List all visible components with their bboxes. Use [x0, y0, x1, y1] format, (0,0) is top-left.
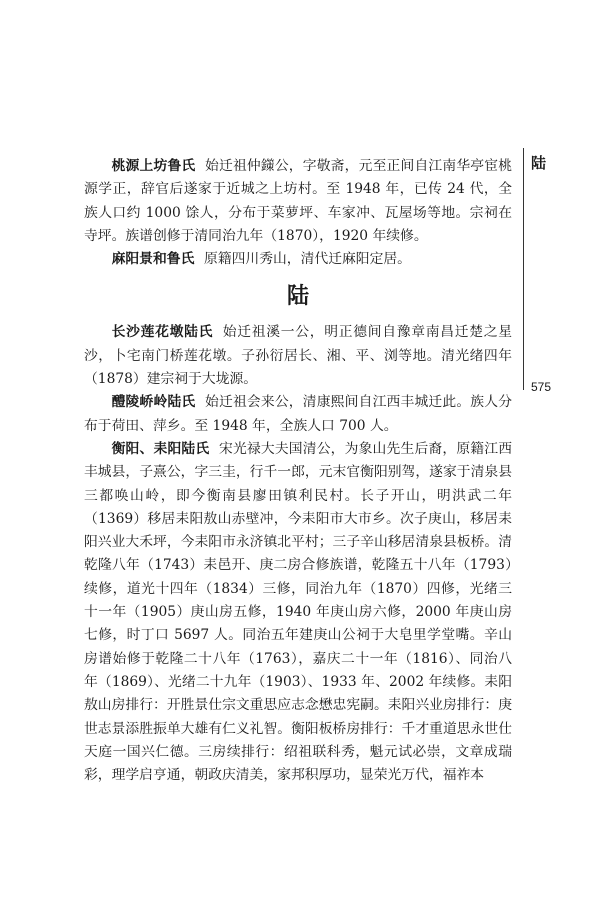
- section-heading: 陆: [286, 283, 309, 310]
- entry-mayang-lu: [84, 248, 512, 271]
- entry-changsha-lu: [84, 321, 512, 391]
- entry-liling-lu: [84, 391, 512, 438]
- page-number: 575: [531, 380, 552, 394]
- entry-title: 麻阳景和鲁氏: [111, 251, 195, 268]
- entry-taoyuan-lu: [84, 155, 512, 248]
- entry-title: 桃源上坊鲁氏: [111, 158, 196, 174]
- entry-text: 宋光禄大夫国清公，为象山先生后裔，原籍江西丰城县，子熹公，字三圭，行千一郎，元末官衡阳别驾，遂家于清泉县三都唤山岭，即今衡南县廖田镇利民村。长子开山，明洪武二年（1369）移居耒阳敖山赤壁冲，今耒阳市大市乡。次子庚山，移居耒阳兴业大禾坪，今耒阳市永济镇北平村；三子辛山移居清泉县板桥。清乾隆八年（1743）耒邑开、庚二房合修族谱，乾隆五十八年（1793）续修，道光十四年（1834）三修，同治九年（1870）四修，光绪三十一年（1905）庚山房五修，1940 年庚山房六修，2000 年庚山房七修，时丁口 5697 人。同治五年建庚山公祠于大皂里学堂嘴。辛山房谱始修于乾隆二十八年（1763），嘉庆二十一年（1816）、同治八年（1869）、光绪二十九年（1903）、1933 年、2002 年续修。耒阳敖山房排行：开胜景仕宗文重思应志念懋忠宪嗣。耒阳兴业房排行：庚世志景添胜振单大雄有仁义礼智。衡阳板桥房排行：千才重道思永世仕天庭一国兴仁德。三房续排行：绍祖联科秀，魁元试必崇，文章成瑞彩，理学启亨通，朝政庆清美，家邦积厚功，显荣光万代，福祚本: [84, 440, 513, 784]
- entry-text: 始迁祖溪一公，明正德间自豫章南昌迁楚之星沙，卜宅南门桥莲花墩。子孙衍居长、湘、平、浏等地。清光绪四年（1878）建宗祠于大垅源。: [84, 324, 513, 388]
- running-head-surname: 陆: [531, 154, 547, 172]
- entry-text: 始迁祖仲鏼公，字敬斋，元至正间自江南华亭宦桃源学正，辞官后遂家于近城之上坊村。至 1948 年，已传 24 代，全族人口约 1000 馀人，分布于菜萝坪、车家冲、瓦屋场等地。宗祠在寺坪。族谱创修于清同治九年（1870），1920 年续修。: [84, 158, 513, 244]
- margin-rule: [523, 148, 524, 390]
- main-text: [84, 155, 512, 787]
- entry-text: 始迁祖会来公，清康熙间自江西丰城迁此。族人分布于荷田、萍乡。至 1948 年，全族人口 700 人。: [84, 394, 513, 434]
- entry-text: 原籍四川秀山，清代迁麻阳定居。: [204, 251, 411, 268]
- entry-hengyang-lu: [84, 438, 512, 787]
- entry-title: 衡阳、耒阳陆氏: [111, 440, 210, 457]
- entry-title: 长沙莲花墩陆氏: [111, 324, 214, 341]
- entry-title: 醴陵峤岭陆氏: [111, 394, 196, 411]
